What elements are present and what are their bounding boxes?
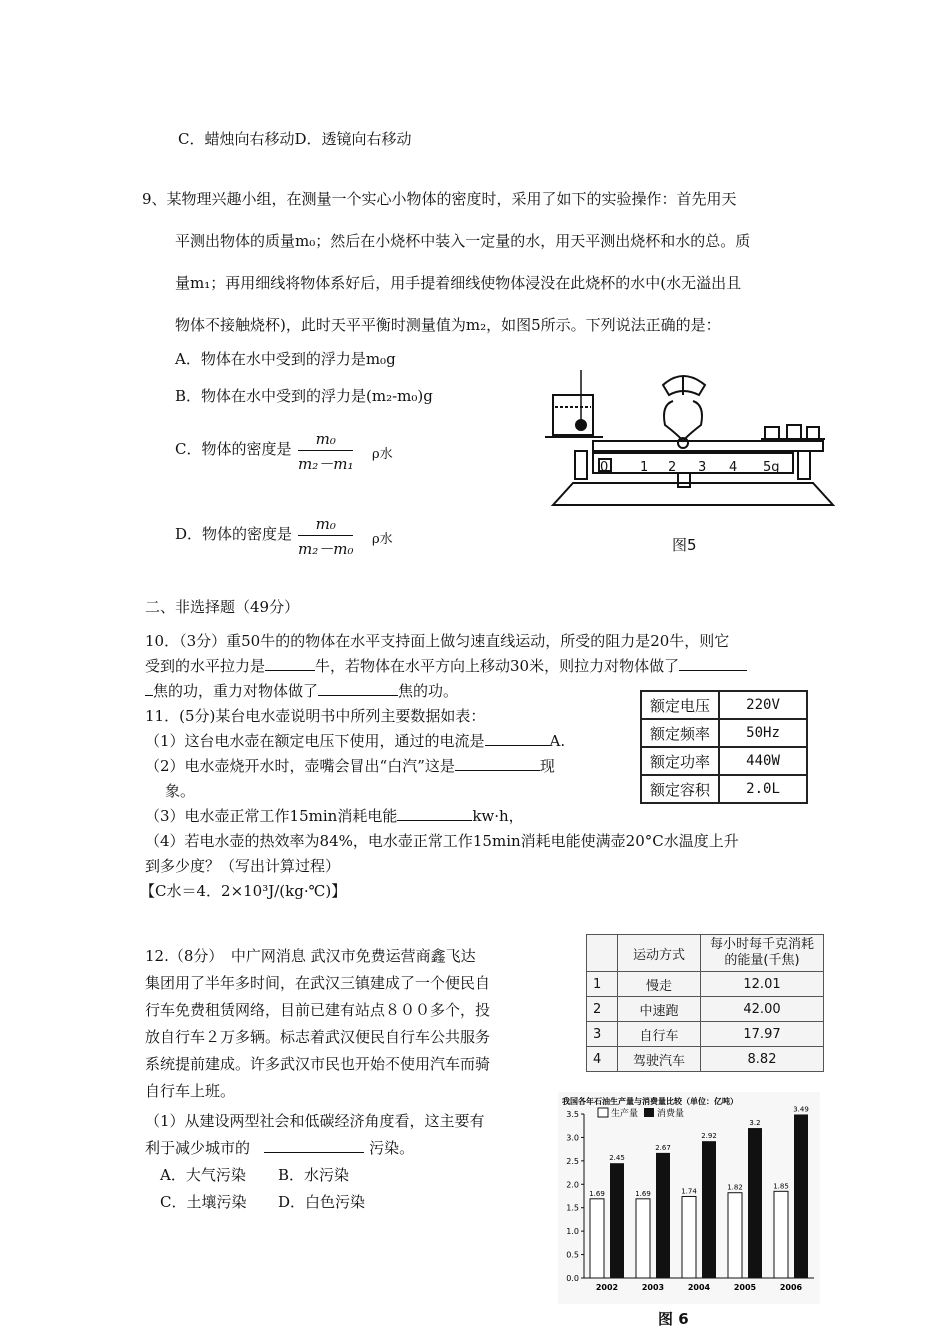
spec-label: 额定容积 <box>641 775 719 803</box>
q10-line1: 10．（3分）重50牛的的物体在水平支持面上做匀速直线运动，所受的阻力是20牛，则它 <box>145 632 730 650</box>
q10-line2-a: 受到的水平拉力是 <box>145 657 266 675</box>
legend-swatch-consumption <box>644 1108 654 1117</box>
q12-sub1-line2-a: 利于减少城市的 <box>145 1139 251 1157</box>
q9-option-b: B．物体在水中受到的浮力是(m₂-m₀)g <box>175 387 433 405</box>
q11-blank-energy[interactable] <box>397 806 472 821</box>
y-tick-label: 0.5 <box>566 1250 579 1260</box>
q12-opt-a: A．大气污染 <box>160 1166 246 1184</box>
y-tick-label: 3.0 <box>566 1133 579 1143</box>
q11-item1-a: （1）这台电水壶在额定电压下使用，通过的电流是 <box>145 732 485 750</box>
kettle-spec-table <box>640 690 808 804</box>
data-label-consumption-2005: 3.2 <box>749 1119 761 1128</box>
table-row <box>641 719 807 747</box>
q11-item2 <box>145 755 555 776</box>
q12-sub1-line2-b: 污染。 <box>369 1139 415 1157</box>
legend-production: 生产量 <box>611 1109 639 1119</box>
balance-illustration <box>543 365 843 515</box>
row-mode: 驾驶汽车 <box>618 1047 701 1072</box>
scale-tick-2: 2 <box>668 460 677 475</box>
data-label-production-2003: 1.69 <box>635 1189 651 1198</box>
figure-6-caption: 图 6 <box>658 1310 689 1328</box>
spec-value: 220V <box>719 691 807 719</box>
q11-item3 <box>145 805 524 826</box>
data-label-consumption-2003: 2.67 <box>655 1143 671 1152</box>
chart-title: 我国各年石油生产量与消费量比较（单位：亿吨） <box>562 1097 738 1106</box>
header-energy-line2: 的能量(千焦) <box>724 953 800 968</box>
data-label-production-2004: 1.74 <box>681 1187 697 1196</box>
q10-line3 <box>145 680 458 701</box>
q9-option-c-prefix: C．物体的密度是 <box>175 440 292 458</box>
scale-tick-3: 3 <box>698 460 707 475</box>
header-energy-line1: 每小时每千克消耗 <box>709 937 814 952</box>
x-tick-label-2002: 2002 <box>595 1283 619 1292</box>
row-energy: 12.01 <box>701 972 824 997</box>
q12-opt-c: C．土壤污染 <box>160 1193 247 1211</box>
q9-line1: 9、某物理兴趣小组，在测量一个实心小物体的密度时，采用了如下的实验操作：首先用天 <box>142 190 737 208</box>
q12-line1: 12.（8分） 中广网消息 武汉市免费运营商鑫飞达 <box>145 947 476 965</box>
data-label-consumption-2002: 2.45 <box>609 1154 625 1163</box>
q9-line4: 物体不接触烧杯)，此时天平平衡时测量值为m₂，如图5所示。下列说法正确的是： <box>175 316 721 334</box>
q9-option-d-fraction <box>298 515 353 559</box>
q12-line5: 系统提前建成。许多武汉市民也开始不使用汽车而骑 <box>145 1055 491 1073</box>
bar-production-2004 <box>682 1196 696 1278</box>
q10-line3-a: 焦的功，重力对物体做了 <box>153 682 319 700</box>
y-tick-label: 1.0 <box>566 1227 579 1237</box>
spec-label: 额定电压 <box>641 691 719 719</box>
oil-production-consumption-chart <box>558 1092 820 1304</box>
q9-line3: 量m₁；再用细线将物体系好后，用手提着细线使物体浸没在此烧杯的水中(水无溢出且 <box>175 274 742 292</box>
bar-consumption-2005 <box>748 1128 762 1278</box>
table-row <box>641 775 807 803</box>
table-row <box>641 747 807 775</box>
q12-line2: 集团用了半年多时间，在武汉三镇建成了一个便民自 <box>145 974 491 992</box>
q10-blank-work[interactable] <box>679 656 747 671</box>
q9-option-d-denominator: m₂－m₀ <box>298 540 354 558</box>
y-tick-label: 3.5 <box>566 1110 579 1119</box>
data-label-production-2005: 1.82 <box>727 1183 743 1192</box>
q9-option-c-numerator: m₀ <box>298 430 353 451</box>
row-mode: 中速跑 <box>618 997 701 1022</box>
table-row <box>587 972 824 997</box>
q9-option-c-denominator: m₂－m₁ <box>298 455 354 473</box>
legend-swatch-production <box>598 1108 608 1117</box>
q9-option-d-prefix: D．物体的密度是 <box>175 525 293 543</box>
q12-sub1-line1: （1）从建设两型社会和低碳经济角度看，这主要有 <box>145 1112 485 1130</box>
table-header-row <box>587 935 824 972</box>
q11-item2-c: 象。 <box>165 782 196 800</box>
q9-line2: 平测出物体的质量m₀；然后在小烧杯中装入一定量的水，用天平测出烧杯和水的总。质 <box>175 232 751 250</box>
q10-blank-gravity-work[interactable] <box>318 681 398 696</box>
x-tick-label-2003: 2003 <box>641 1283 665 1292</box>
bar-production-2005 <box>728 1193 742 1278</box>
scale-tick-1: 1 <box>640 460 649 475</box>
row-energy: 17.97 <box>701 1022 824 1047</box>
bar-production-2006 <box>774 1191 788 1278</box>
q11-title: 11．(5分)某台电水壶说明书中所列主要数据如表： <box>145 707 486 725</box>
y-tick-label: 2.0 <box>566 1180 579 1190</box>
spec-label: 额定频率 <box>641 719 719 747</box>
q12-sub1-line2 <box>145 1137 414 1158</box>
bar-consumption-2002 <box>610 1163 624 1278</box>
exercise-energy-table <box>586 934 824 1072</box>
q11-constant: 【C水＝4．2×10³J/(kg·℃)】 <box>140 882 347 900</box>
x-tick-label-2005: 2005 <box>733 1283 757 1292</box>
y-tick-label: 0.0 <box>566 1274 579 1283</box>
table-row <box>641 691 807 719</box>
table-row <box>587 1022 824 1047</box>
table-row <box>587 1047 824 1072</box>
object-ball <box>576 420 586 430</box>
scale-tick-5g: 5g <box>763 460 780 475</box>
scale-tick-0: 0 <box>600 460 609 475</box>
x-tick-label-2006: 2006 <box>779 1283 803 1292</box>
row-index: 1 <box>587 972 618 997</box>
q12-line4: 放自行车２万多辆。标志着武汉便民自行车公共服务 <box>145 1028 491 1046</box>
spec-label: 额定功率 <box>641 747 719 775</box>
data-label-consumption-2004: 2.92 <box>701 1132 717 1141</box>
row-mode: 自行车 <box>618 1022 701 1047</box>
row-index: 4 <box>587 1047 618 1072</box>
legend-consumption: 消费量 <box>657 1109 685 1119</box>
q12-line3: 行车免费租赁网络，目前已建有站点８００多个，投 <box>145 1001 491 1019</box>
bar-consumption-2004 <box>702 1141 716 1278</box>
q11-item2-a: （2）电水壶烧开水时，壶嘴会冒出“白汽”这是 <box>145 757 455 775</box>
row-index: 2 <box>587 997 618 1022</box>
bar-production-2002 <box>590 1199 604 1278</box>
row-index: 3 <box>587 1022 618 1047</box>
q11-item4-line2: 到多少度？（写出计算过程） <box>145 857 341 875</box>
q10-line2-b: 牛，若物体在水平方向上移动30米，则拉力对物体做了 <box>315 657 680 675</box>
q11-item1-b: A. <box>549 732 566 750</box>
beaker <box>553 395 593 435</box>
q10-line2 <box>145 655 747 676</box>
bar-production-2003 <box>636 1199 650 1278</box>
data-label-production-2006: 1.85 <box>773 1182 789 1191</box>
q9-option-d-numerator: m₀ <box>298 515 353 536</box>
q10-blank-work-cont[interactable] <box>145 681 153 696</box>
q12-opt-b: B．水污染 <box>278 1166 350 1184</box>
bar-consumption-2006 <box>794 1114 808 1278</box>
section-2-title: 二、非选择题（49分） <box>145 598 300 616</box>
scale-tick-4: 4 <box>729 460 738 475</box>
y-tick-label: 2.5 <box>566 1156 579 1166</box>
figure-5-caption: 图5 <box>672 536 697 554</box>
q10-blank-force[interactable] <box>265 656 315 671</box>
q12-opt-d: D．白色污染 <box>278 1193 366 1211</box>
q11-item2-b: 现 <box>539 757 555 775</box>
spec-value: 440W <box>719 747 807 775</box>
row-energy: 42.00 <box>701 997 824 1022</box>
header-exercise-mode: 运动方式 <box>618 935 701 972</box>
row-mode: 慢走 <box>618 972 701 997</box>
q9-option-a: A．物体在水中受到的浮力是m₀g <box>175 350 396 368</box>
q11-item3-b: kw·h， <box>472 807 524 825</box>
q9-option-d-rho: ρ水 <box>372 532 393 547</box>
q11-item4-line1: （4）若电水壶的热效率为84%，电水壶正常工作15min消耗电能使满壶20°C水温度上升 <box>145 832 739 850</box>
data-label-production-2002: 1.69 <box>589 1189 605 1198</box>
spec-value: 50Hz <box>719 719 807 747</box>
q12-line6: 自行车上班。 <box>145 1082 236 1100</box>
row-energy: 8.82 <box>701 1047 824 1072</box>
y-tick-label: 1.5 <box>566 1203 579 1213</box>
q9-option-c-rho: ρ水 <box>372 447 393 462</box>
q11-blank-phenomenon[interactable] <box>455 756 540 771</box>
q10-line3-b: 焦的功。 <box>398 682 459 700</box>
x-tick-label-2004: 2004 <box>687 1283 711 1292</box>
bar-consumption-2003 <box>656 1153 670 1278</box>
table-row <box>587 997 824 1022</box>
data-label-consumption-2006: 3.49 <box>793 1105 809 1114</box>
q11-blank-current[interactable] <box>485 731 550 746</box>
q9-option-c-fraction <box>298 430 353 474</box>
q11-item3-a: （3）电水壶正常工作15min消耗电能 <box>145 807 398 825</box>
q8-options-cd: C．蜡烛向右移动D．透镜向右移动 <box>178 130 412 148</box>
header-energy <box>701 935 824 972</box>
spec-value: 2.0L <box>719 775 807 803</box>
q11-item1 <box>145 730 565 751</box>
q12-blank-pollution[interactable] <box>264 1138 364 1153</box>
